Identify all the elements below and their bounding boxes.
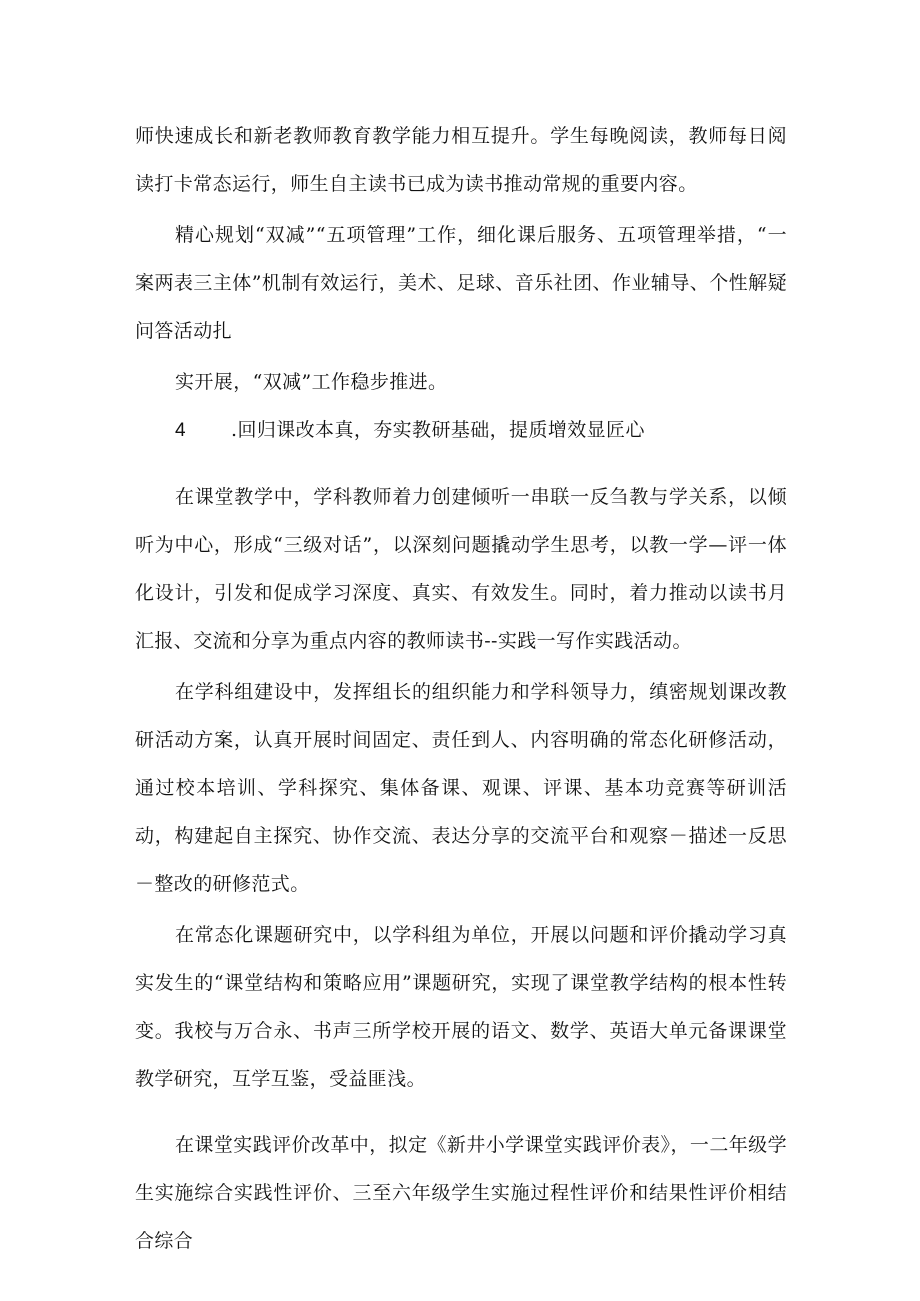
document-body — [135, 112, 787, 1265]
section-title: .回归课改本真，夯实教研基础，提质增效显匠心 — [231, 419, 645, 441]
paragraph-classroom-teaching: 在课堂教学中，学科教师着力创建倾听一串联一反刍教与学关系，以倾听为中心，形成“三级对话”，以深刻问题撬动学生思考，以教一学—评一体化设计，引发和促成学习深度、真实、有效发生。同时，着力推动以读书月汇报、交流和分享为重点内容的教师读书--实践一写作实践活动。 — [135, 486, 787, 652]
paragraph-double-reduction: 精心规划“双减”“五项管理”工作，细化课后服务、五项管理举措，“一案两表三主体”机制有效运行，美术、足球、音乐社团、作业辅导、个性解疑问答活动扎 — [135, 224, 787, 342]
paragraph-evaluation-reform: 在课堂实践评价改革中，拟定《新井小学课堂实践评价表》，一二年级学生实施综合实践性评价、三至六年级学生实施过程性评价和结果性评价相结合综合 — [135, 1134, 787, 1252]
section-number: 4 — [175, 420, 186, 441]
paragraph-reading-routine: 师快速成长和新老教师教育教学能力相互提升。学生每晚阅读，教师每日阅读打卡常态运行，师生自主读书已成为读书推动常规的重要内容。 — [135, 125, 787, 195]
section-heading — [135, 406, 787, 455]
paragraph-double-reduction-continued: 实开展，“双减”工作稳步推进。 — [175, 371, 448, 393]
paragraph-research-topic: 在常态化课题研究中，以学科组为单位，开展以问题和评价撬动学习真实发生的“课堂结构和策略应用”课题研究，实现了课堂教学结构的根本性转变。我校与万合永、书声三所学校开展的语文、数学、英语大单元备课课堂教学研究，互学互鉴，受益匪浅。 — [135, 924, 787, 1090]
paragraph-subject-group: 在学科组建设中，发挥组长的组织能力和学科领导力，缜密规划课改教研活动方案，认真开展时间固定、责任到人、内容明确的常态化研修活动，通过校本培训、学科探究、集体备课、观课、评课、基本功竞赛等研训活动，构建起自主探究、协作交流、表达分享的交流平台和观察－描述一反思－整改的研修范式。 — [135, 681, 787, 895]
